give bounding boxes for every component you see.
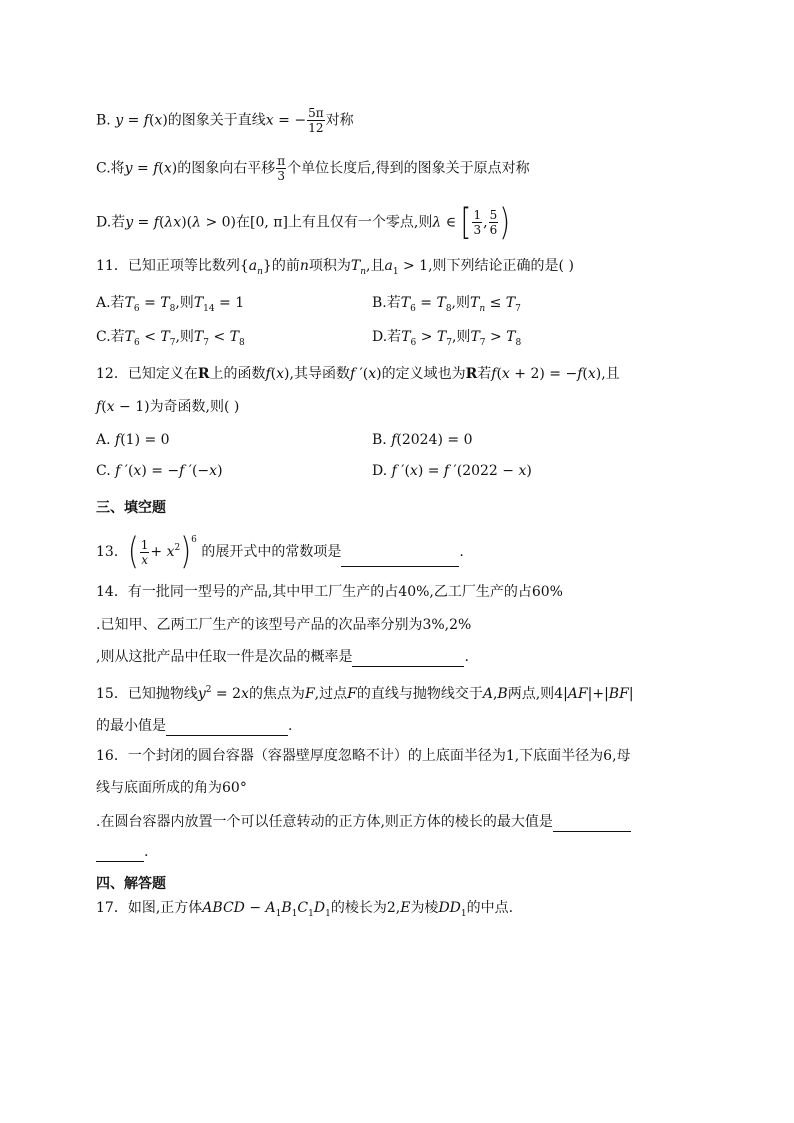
question-16: 16．一个封闭的圆台容器（容器壁厚度忽略不计）的上底面半径为1,下底面半径为6,母	[96, 748, 631, 764]
q12-line-2: f(x − 1)为奇函数,则( )	[96, 399, 240, 415]
section-heading-solutions: 四、解答题	[96, 876, 166, 892]
question-13: 13．( $\frac{1}{x}$ + $x^2)^6$ 的展开式中的常数项是 .	[96, 529, 464, 573]
question-11: 11．已知正项等比数列$\{a_n\}$的前n项积为$T_n$,且$a_1 > 1$,则下列结论正确的是( )	[96, 258, 574, 277]
answer-blank[interactable]	[166, 720, 288, 736]
q14-line-3: ,则从这批产品中任取一件是次品的概率是 .	[96, 649, 469, 665]
q16-line-2: 线与底面所成的角为60°	[96, 780, 247, 796]
q12-option-c: C. f ′(x) = −f ′(−x)	[96, 463, 223, 479]
question-12: 12．已知定义在R上的函数f(x),其导函数f ′(x)的定义域也为R若f(x + 2) = −f(x),且	[96, 366, 620, 382]
section-heading-fill-in: 三、填空题	[96, 500, 166, 516]
fraction: $\frac{5}{6}$	[489, 208, 498, 237]
q12-option-d: D. f ′(x) = f ′(2022 − x)	[372, 463, 532, 479]
q11-option-b: B.若$T_6 = T_8$,则$T_n \le T_7$	[372, 295, 521, 314]
q16-line-4: .	[96, 842, 148, 862]
fraction: $\frac{1}{x}$	[140, 537, 149, 567]
option-d: D.若y = f(λx)(λ > 0)在[0, π]上有且仅有一个零点,则λ ∈ [ $\frac{1}{3}$ , $\frac{5}{6}$ )	[96, 200, 511, 244]
answer-blank[interactable]	[553, 816, 631, 832]
q11-option-a: A.若$T_6 = T_8$,则$T_{14} = 1$	[96, 295, 245, 314]
q15-line-2: 的最小值是 .	[96, 718, 293, 734]
question-17: 17．如图,正方体ABCD − $A_1B_1C_1D_1$的棱长为2,E为棱$DD_1$的中点.	[96, 900, 514, 919]
answer-blank[interactable]	[352, 651, 464, 667]
fraction: $\frac{\pi}{3}$	[277, 154, 286, 183]
fraction: $\frac{5\pi}{12}$	[308, 106, 324, 135]
fraction: $\frac{1}{3}$	[473, 208, 482, 237]
answer-blank-continued[interactable]	[96, 846, 144, 862]
option-b: B. y = f(x)的图象关于直线x = − $\frac{5\pi}{12}$ 对称	[96, 106, 354, 135]
q12-option-a: A. f(1) = 0	[96, 432, 170, 448]
question-14: 14．有一批同一型号的产品,其中甲工厂生产的占40%,乙工厂生产的占60%	[96, 584, 563, 600]
q14-line-2: .已知甲、乙两工厂生产的该型号产品的次品率分别为3%,2%	[96, 617, 472, 633]
q11-option-c: C.若$T_6 < T_7$,则$T_7 < T_8$	[96, 329, 245, 348]
q16-line-3: .在圆台容器内放置一个可以任意转动的正方体,则正方体的棱长的最大值是	[96, 812, 631, 832]
answer-blank[interactable]	[341, 551, 459, 567]
q12-option-b: B. f(2024) = 0	[372, 432, 473, 448]
q11-option-d: D.若$T_6 > T_7$,则$T_7 > T_8$	[372, 329, 522, 348]
option-c: C.将y = f(x)的图象向右平移 $\frac{\pi}{3}$ 个单位长度后,得到的图象关于原点对称	[96, 154, 530, 183]
question-15: 15．已知抛物线$y^2 = 2x$的焦点为F,过点F的直线与抛物线交于A,B两点,则4|AF|+|BF|	[96, 685, 634, 702]
